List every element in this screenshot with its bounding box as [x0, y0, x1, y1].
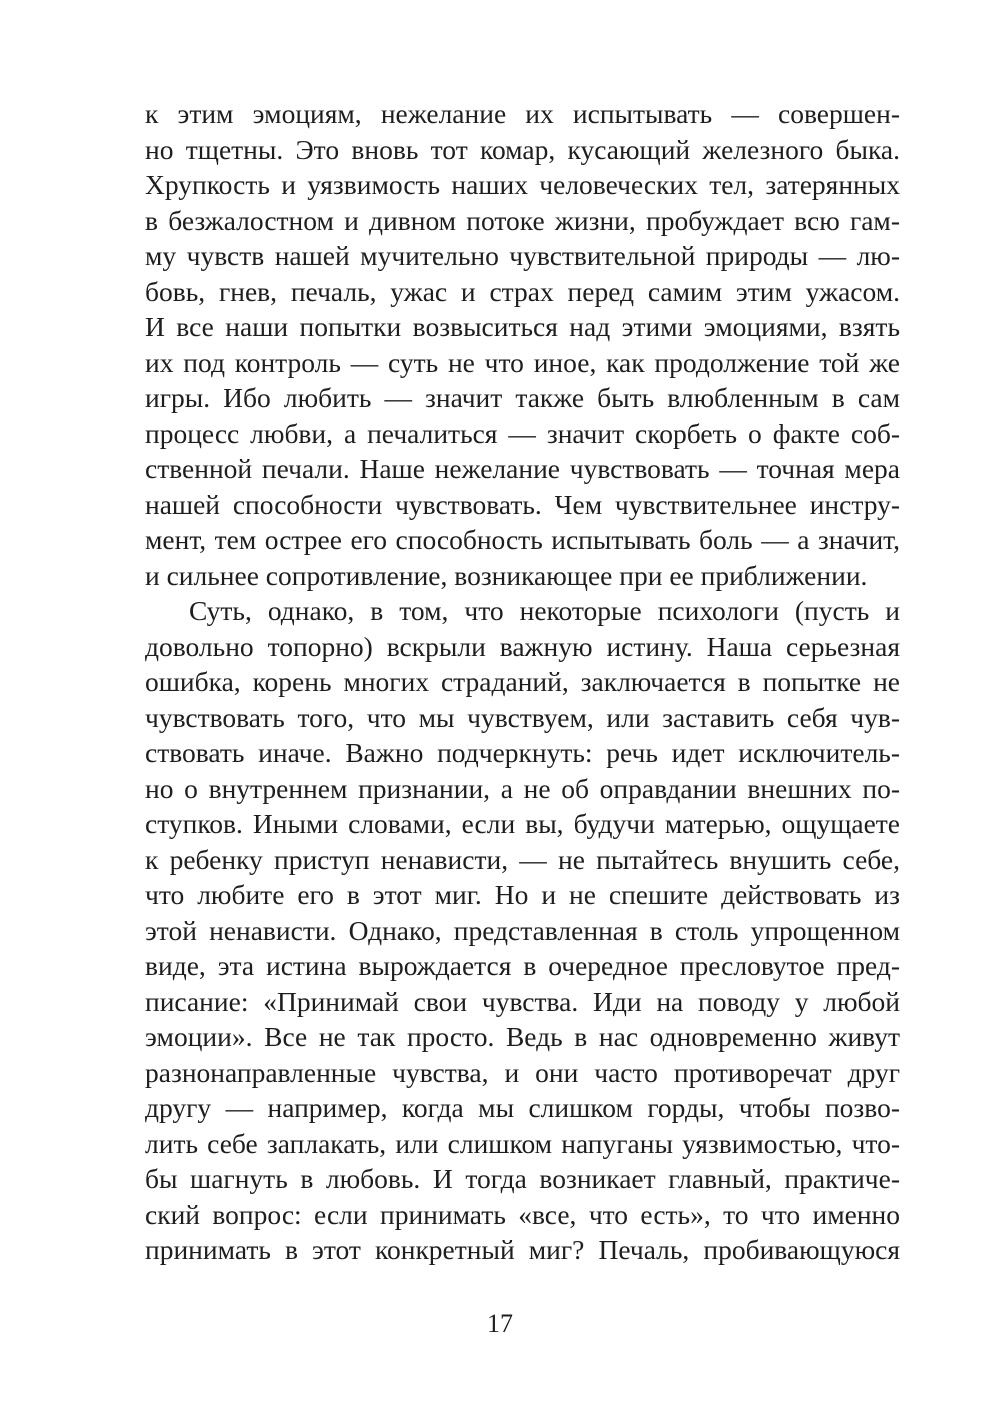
- text-line: ступков. Иными словами, если вы, будучи матерью, ощущаете: [145, 808, 900, 839]
- text-line: другу — например, когда мы слишком горды, чтобы позво-: [145, 1092, 900, 1123]
- text-line: чувствовать того, что мы чувствуем, или заставить себя чув-: [145, 701, 900, 733]
- text-line: эмоции». Все не так просто. Ведь в нас одновременно живут: [145, 1021, 900, 1052]
- text-line: игры. Ибо любить — значит также быть влюбленным в сам: [145, 382, 900, 413]
- text-line: ошибка, корень многих страданий, заключается в попытке не: [145, 666, 900, 697]
- text-line: их под контроль — суть не что иное, как продолжение той же: [145, 346, 900, 378]
- paragraph-end-line: и сильнее сопротивление, возникающее при ее приближении.: [145, 559, 868, 591]
- text-line: лить себе заплакать, или слишком напуганы уязвимостью, что-: [145, 1127, 900, 1159]
- text-line: ский вопрос: если принимать «все, что есть», то что именно: [145, 1198, 900, 1230]
- text-line: ствовать иначе. Важно подчеркнуть: речь идет исключитель-: [145, 737, 900, 768]
- text-line: принимать в этот конкретный миг? Печаль, пробивающуюся: [145, 1234, 900, 1265]
- paragraph-first-line: Суть, однако, в том, что некоторые психологи (пусть и: [189, 595, 900, 626]
- text-line: в безжалостном и дивном потоке жизни, пробуждает всю гам-: [145, 204, 900, 236]
- text-line: к этим эмоциям, нежелание их испытывать — совершен-: [145, 98, 900, 129]
- text-line: к ребенку приступ ненависти, — не пытайтесь внушить себе,: [145, 843, 900, 875]
- text-line: му чувств нашей мучительно чувствительной природы — лю-: [145, 240, 900, 271]
- text-line: что любите его в этот миг. Но и не спешите действовать из: [145, 879, 900, 910]
- text-line: процесс любви, а печалиться — значит скорбеть о факте соб-: [145, 417, 900, 449]
- text-line: этой ненависти. Однако, представленная в столь упрощенном: [145, 914, 900, 946]
- text-line: разнонаправленные чувства, и они часто противоречат друг: [145, 1056, 900, 1088]
- text-line: довольно топорно) вскрыли важную истину. Наша серьезная: [145, 630, 900, 662]
- body-text: [145, 96, 900, 1268]
- text-line: нашей способности чувствовать. Чем чувствительнее инстру-: [145, 488, 900, 520]
- page-number: 17: [487, 1309, 513, 1338]
- text-line: мент, тем острее его способность испытывать боль — а значит,: [145, 524, 900, 555]
- text-line: но о внутреннем признании, а не об оправдании внешних по-: [145, 772, 900, 804]
- text-line: Хрупкость и уязвимость наших человеческих тел, затерянных: [145, 169, 900, 200]
- text-line: ственной печали. Наше нежелание чувствовать — точная мера: [145, 453, 900, 484]
- text-line: И все наши попытки возвыситься над этими эмоциями, взять: [145, 311, 900, 342]
- text-line: бы шагнуть в любовь. И тогда возникает главный, практиче-: [145, 1163, 900, 1194]
- text-line: бовь, гнев, печаль, ужас и страх перед самим этим ужасом.: [145, 275, 900, 307]
- text-line: писание: «Принимай свои чувства. Иди на поводу у любой: [145, 985, 900, 1017]
- text-line: но тщетны. Это вновь тот комар, кусающий железного быка.: [145, 133, 900, 165]
- text-line: виде, эта истина вырождается в очередное пресловутое пред-: [145, 950, 900, 981]
